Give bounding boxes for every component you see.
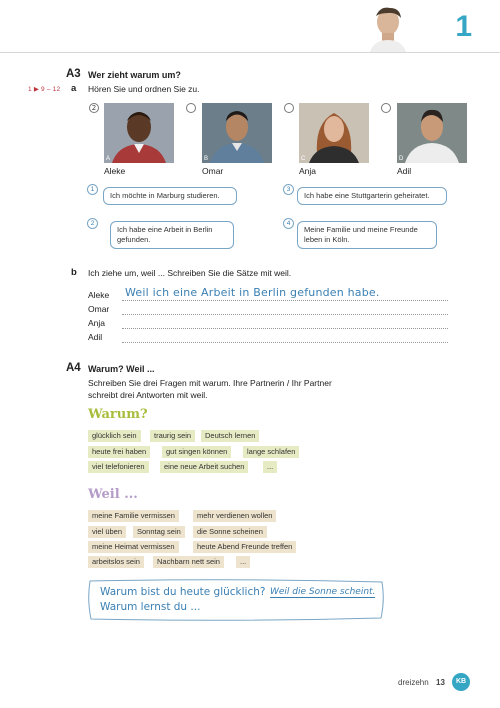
answer-line-aleke[interactable] [122,300,448,301]
photo-letter-c: C [301,156,306,162]
answer-name-anja: Anja [88,318,106,328]
speech-bubble-4: Meine Familie und meine Freunde leben in Köln. [297,221,437,249]
section-a3-label: A3 [66,68,81,80]
person-name-c: Anja [299,166,317,176]
answer-line-omar[interactable] [122,314,448,315]
bubble-number-4: 4 [283,218,294,229]
subtask-a-letter: a [71,83,77,94]
warum-chip: eine neue Arbeit suchen [160,461,248,473]
answer-line-adil[interactable] [122,342,448,343]
dialog-question-1: Warum bist du heute glücklich? [100,586,266,598]
speech-bubble-2: Ich habe eine Arbeit in Berlin gefunden. [110,221,234,249]
warum-heading: Warum? [88,407,148,422]
weil-chip: Sonntag sein [133,526,185,538]
weil-chip: Nachbarn nett sein [153,556,224,568]
photo-omar [202,103,272,163]
warum-chip: heute frei haben [88,446,150,458]
photo-adil [397,103,467,163]
section-a4-title: Warum? Weil ... [88,364,155,374]
subtask-a-instruction: Hören Sie und ordnen Sie zu. [88,84,200,94]
answer-line-anja[interactable] [122,328,448,329]
example-dialog [86,578,386,622]
bubble-number-2: 2 [87,218,98,229]
warum-chip: Deutsch lernen [201,430,259,442]
bubble-number-1: 1 [87,184,98,195]
header-divider [0,52,500,53]
weil-heading: Weil ... [88,487,138,502]
page-header [0,0,500,54]
subtask-b-instruction: Ich ziehe um, weil ... Schreiben Sie die Sätze mit weil. [88,268,292,278]
dialog-question-2: Warum lernst du ... [100,601,201,613]
warum-chip: lange schlafen [243,446,299,458]
person-name-a: Aleke [104,166,126,176]
photo-letter-a: A [106,156,111,162]
photo-letter-d: D [399,156,404,162]
audio-track-ref: 1 ▶ 9 – 12 [28,86,61,93]
kb-badge: KB [452,673,470,691]
section-a3-title: Wer zieht warum um? [88,70,181,80]
weil-chip: meine Heimat vermissen [88,541,179,553]
a4-instruction-line1: Schreiben Sie drei Fragen mit warum. Ihre Partnerin / Ihr Partner [88,378,332,388]
section-a4-label: A4 [66,362,81,374]
answer-circle-a[interactable]: 2 [89,103,99,113]
bubble-number-3: 3 [283,184,294,195]
warum-chip: glücklich sein [88,430,141,442]
answer-circle-b[interactable] [186,103,196,113]
photo-letter-b: B [204,156,209,162]
page-number: 13 [436,678,445,687]
photo-anja [299,103,369,163]
answer-name-omar: Omar [88,304,110,314]
subtask-b-letter: b [71,267,77,278]
answer-name-aleke: Aleke [88,290,110,300]
answer-name-adil: Adil [88,332,103,342]
warum-chip: ... [263,461,277,473]
weil-chip: heute Abend Freunde treffen [193,541,296,553]
photo-aleke [104,103,174,163]
speech-bubble-3: Ich habe eine Stuttgarterin geheiratet. [297,187,447,205]
person-name-d: Adil [397,166,412,176]
dialog-answer-1: Weil die Sonne scheint. [270,587,376,597]
a4-instruction-line2: schreibt drei Antworten mit weil. [88,390,208,400]
person-name-b: Omar [202,166,224,176]
warum-chip: gut singen können [162,446,231,458]
weil-chip: mehr verdienen wollen [193,510,276,522]
example-answer: Weil ich eine Arbeit in Berlin gefunden habe. [125,286,380,299]
chapter-photo [368,4,408,52]
speech-bubble-1: Ich möchte in Marburg studieren. [103,187,237,205]
warum-chip: traurig sein [150,430,195,442]
dialog-frame [86,578,386,622]
chapter-number: 1 [455,10,472,43]
weil-chip: ... [236,556,250,568]
weil-chip: die Sonne scheinen [193,526,267,538]
weil-chip: arbeitslos sein [88,556,144,568]
page-word: dreizehn [398,678,429,687]
weil-chip: viel üben [88,526,126,538]
weil-chip: meine Familie vermissen [88,510,179,522]
answer-circle-c[interactable] [284,103,294,113]
answer-circle-d[interactable] [381,103,391,113]
warum-chip: viel telefonieren [88,461,149,473]
